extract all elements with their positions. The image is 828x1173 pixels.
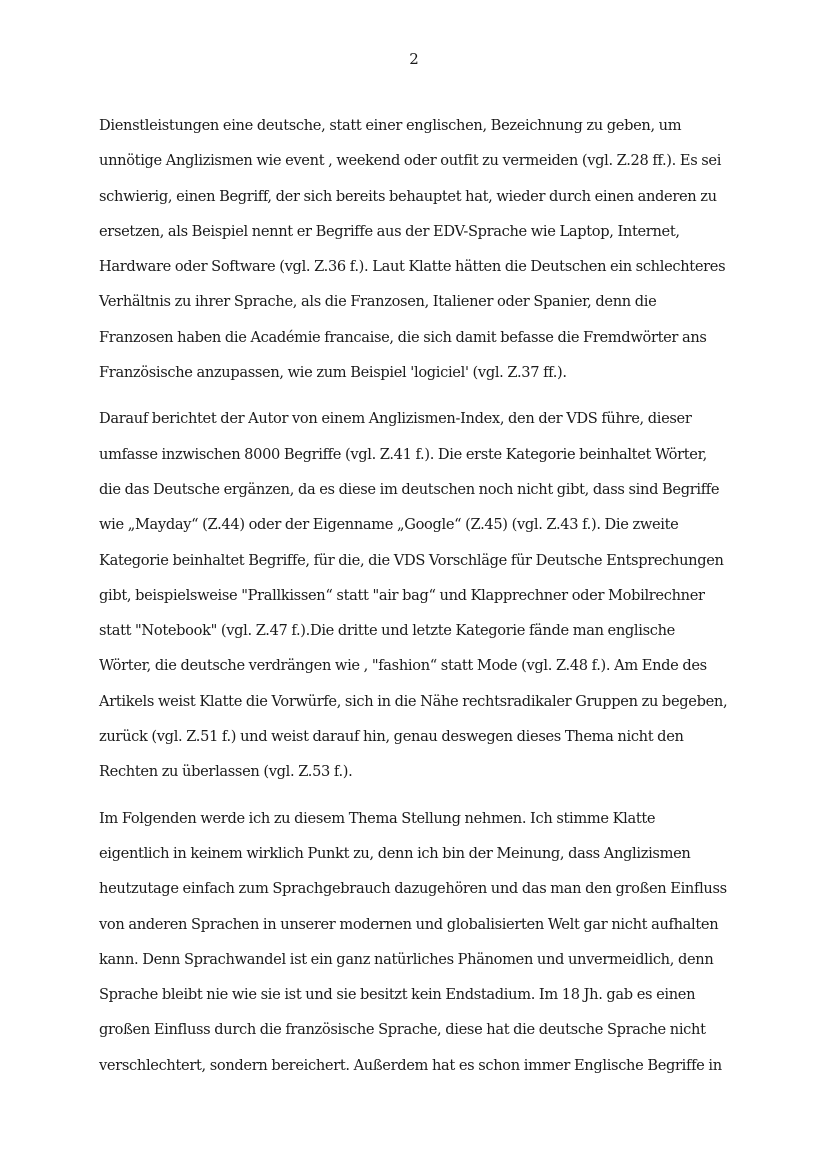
paragraph-gap [99, 795, 731, 806]
text-line: eigentlich in keinem wirklich Punkt zu, denn ich bin der Meinung, dass Anglizismen [99, 844, 691, 862]
document-body [99, 113, 731, 1088]
text-line: Artikels weist Klatte die Vorwürfe, sich in die Nähe rechtsradikaler Gruppen zu begeben, [99, 692, 728, 710]
text-line: unnötige Anglizismen wie event , weekend oder outfit zu vermeiden (vgl. Z.28 ff.). Es sei [99, 152, 722, 170]
text-line: Franzosen haben die Académie francaise, die sich damit befasse die Fremdwörter ans [99, 328, 707, 346]
text-line: Verhältnis zu ihrer Sprache, als die Franzosen, Italiener oder Spanier, denn die [99, 293, 657, 311]
text-line: Kategorie beinhaltet Begriffe, für die, die VDS Vorschläge für Deutsche Entsprechungen [99, 551, 724, 569]
text-line: Wörter, die deutsche verdrängen wie , "fashion“ statt Mode (vgl. Z.48 f.). Am Ende des [99, 657, 707, 675]
page-number: 2 [409, 50, 419, 68]
text-line: statt "Notebook" (vgl. Z.47 f.).Die dritte und letzte Kategorie fände man englische [99, 622, 675, 640]
text-line: schwierig, einen Begriff, der sich bereits behauptet hat, wieder durch einen anderen zu [99, 187, 717, 205]
text-line: zurück (vgl. Z.51 f.) und weist darauf hin, genau deswegen dieses Thema nicht den [99, 728, 684, 746]
text-line: gibt, beispielsweise "Prallkissen“ statt "air bag“ und Klapprechner oder Mobilrechner [99, 586, 705, 604]
text-line: verschlechtert, sondern bereichert. Außerdem hat es schon immer Englische Begriffe in [99, 1056, 722, 1074]
text-line: Dienstleistungen eine deutsche, statt einer englischen, Bezeichnung zu geben, um [99, 117, 682, 134]
text-line: umfasse inzwischen 8000 Begriffe (vgl. Z.41 f.). Die erste Kategorie beinhaltet Wörter, [99, 445, 707, 463]
text-line: heutzutage einfach zum Sprachgebrauch dazugehören und das man den großen Einfluss [99, 880, 727, 898]
paragraph-1 [99, 113, 731, 395]
text-line: Rechten zu überlassen (vgl. Z.53 f.). [99, 763, 353, 781]
text-line: ersetzen, als Beispiel nennt er Begriffe aus der EDV-Sprache wie Laptop, Internet, [99, 222, 680, 240]
text-line: Im Folgenden werde ich zu diesem Thema Stellung nehmen. Ich stimme Klatte [99, 809, 656, 827]
text-line: Hardware oder Software (vgl. Z.36 f.). Laut Klatte hätten die Deutschen ein schlechteres [99, 258, 726, 276]
text-line: wie „Mayday“ (Z.44) oder der Eigenname „Google“ (Z.45) (vgl. Z.43 f.). Die zweite [99, 516, 679, 534]
text-line: Darauf berichtet der Autor von einem Anglizismen-Index, den der VDS führe, dieser [99, 410, 692, 428]
text-line: kann. Denn Sprachwandel ist ein ganz natürliches Phänomen und unvermeidlich, denn [99, 950, 714, 968]
paragraph-3 [99, 806, 731, 1088]
text-line: die das Deutsche ergänzen, da es diese im deutschen noch nicht gibt, dass sind Begriffe [99, 480, 720, 498]
text-line: großen Einfluss durch die französische Sprache, diese hat die deutsche Sprache nicht [99, 1021, 706, 1039]
text-line: Sprache bleibt nie wie sie ist und sie besitzt kein Endstadium. Im 18 Jh. gab es einen [99, 986, 696, 1004]
paragraph-2 [99, 406, 731, 794]
paragraph-gap [99, 395, 731, 406]
text-line: von anderen Sprachen in unserer modernen und globalisierten Welt gar nicht aufhalten [99, 915, 719, 933]
text-line: Französische anzupassen, wie zum Beispiel 'logiciel' (vgl. Z.37 ff.). [99, 364, 567, 382]
